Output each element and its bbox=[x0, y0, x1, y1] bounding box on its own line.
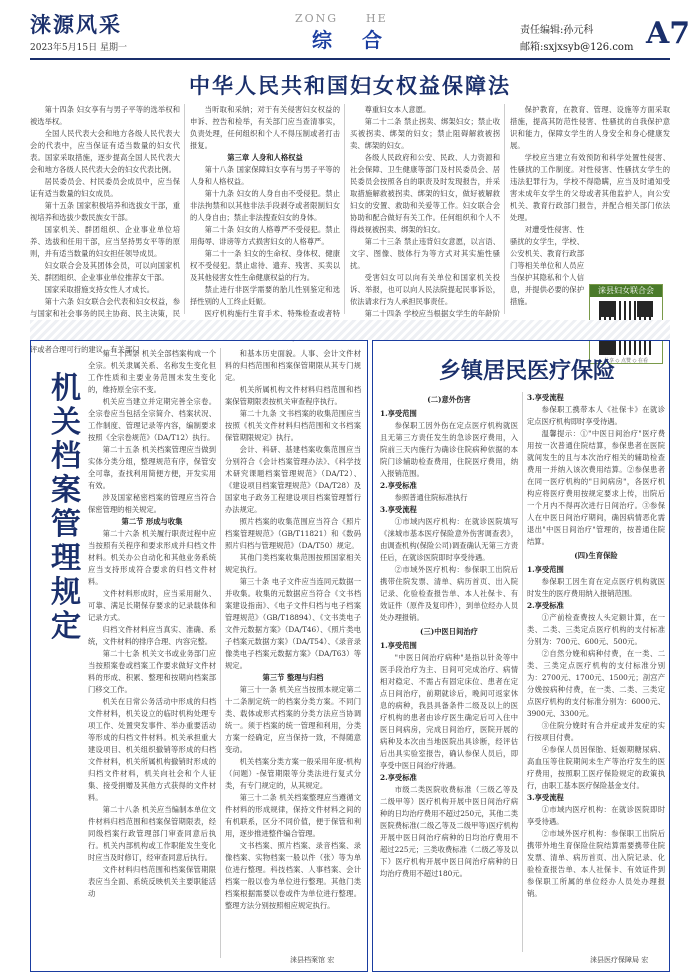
paragraph: 涉及国家秘密档案的管理应当符合保密管理的相关规定。 bbox=[88, 493, 216, 514]
title-char: 档 bbox=[51, 439, 81, 474]
subsection-heading: 1.享受范围 bbox=[380, 409, 417, 418]
article2-footer: 涞县档案馆 宏 bbox=[290, 956, 335, 964]
paragraph: 文书档案、照片档案、录音档案、录像档案、实物档案一般以件（张）等为单位进行整理。科技档案、人事档案、会计档案一般以卷为单位进行整理。其他门类档案根据需要以卷或件为单位进行整理。整理方法分别按照相应规定执行。 bbox=[225, 841, 361, 910]
paragraph: 参照普通住院标准执行 bbox=[394, 493, 468, 502]
paragraph: 评或者合理可行的建议，有关部门 bbox=[30, 345, 140, 354]
article1-col2 bbox=[190, 104, 340, 318]
subsection-heading: (二)意外伤害 bbox=[427, 395, 471, 404]
paragraph: 各级人民政府和公安、民政、人力资源和社会保障、卫生健康等部门及村民委员会、居民委员会按照各自的职责及时发现报告，并采取措施解救被拐卖、绑架的妇女，做好被解救妇女的安置、救助和关爱等工作。妇女联合会协助和配合做好有关工作。任何组织和个人不得歧视被拐卖、绑架的妇女。 bbox=[350, 153, 500, 234]
paragraph: 第十五条 国家积极培养和选拔女干部，重视培养和选拔少数民族女干部。 bbox=[30, 201, 180, 222]
article1-col3 bbox=[350, 104, 500, 318]
paragraph: 第二十六条 机关履行职责过程中应当按照有关程序和要求形成并归档文件材料。机关办公自动化和其他业务系统应当支持形成符合要求的归档文件材料。 bbox=[88, 529, 216, 586]
paragraph: 第二十二条 禁止拐卖、绑架妇女；禁止收买被拐卖、绑架的妇女；禁止阻碍解救被拐卖、绑架的妇女。 bbox=[350, 117, 500, 150]
paragraph: 机关在日常公务活动中形成的归档文件材料，机关设立的临时机构处理专项工作、处置突发事件、举办重要活动等形成的归档文件材料。机关承担重大建设项目、机关组织撤销等形成的归档文件材料，机关所属机构撤销时形成的归档文件材料，机关向社会和个人征集、接受捐赠及其他方式获得的文件材料。 bbox=[88, 697, 216, 802]
paragraph: 居民委员会、村民委员会成员中，应当保证有适当数量的妇女成员。 bbox=[30, 177, 180, 198]
paragraph: 第二十五条 机关档案管理应当做到实体分类分组，整理规范有序，保管安全可靠，查找利用简便方便，开发实用有效。 bbox=[88, 445, 216, 490]
issue-date: 2023年5月15日 星期一 bbox=[30, 43, 127, 53]
subsection-heading: 2.享受标准 bbox=[380, 773, 417, 782]
paragraph: ④参保人员因保胎、妊娠期糖尿病、高血压等住院期间未生产等治疗发生的医疗费用，按照职工医疗保险规定的政策执行，由职工基本医疗保险基金支付。 bbox=[527, 745, 665, 790]
paragraph: 照片档案的收集范围应当符合《照片档案管理规范》（GB/T11821）和《数码照片归档与管理规范》（DA/T50）规定。 bbox=[225, 517, 361, 550]
paragraph: 医疗机构施行生育手术、特殊检查或者特 bbox=[204, 309, 340, 318]
paragraph: 机关应当建立并定期完善全宗卷。全宗卷应当包括全宗简介、档案状况、工作制度、管理记录等内容，编制要求按照《全宗卷规范》（DA/T12）执行。 bbox=[88, 397, 216, 442]
paragraph: ①市域内医疗机构：在就诊医院填写《涞城市基本医疗保险意外伤害调查表》，由调查机构(保险公司)调查确认无第三方责任后，在就诊医院即时享受待遇。 bbox=[380, 517, 518, 562]
paragraph: 和基本历史面貌。人事、会计文件材料的归档范围和档案保管期限从其专门规定。 bbox=[225, 349, 361, 382]
paragraph: 第二十四条 机关全部档案构成一个全宗。机关隶属关系、名称发生变化但工作性质和主要业务范围未发生变化的，维持原全宗不变。 bbox=[88, 349, 216, 394]
subsection-heading: 1.享受范围 bbox=[380, 641, 417, 650]
paragraph: 第二十四条 学校应当根据女学生的年龄阶 bbox=[364, 309, 500, 318]
title-char: 机 bbox=[51, 371, 81, 406]
paragraph: ①市域内医疗机构：在就诊医院即时享受待遇。 bbox=[527, 805, 665, 826]
subsection-heading: 1.享受范围 bbox=[527, 565, 564, 574]
editor-info bbox=[520, 22, 633, 56]
paragraph: 第三十条 电子文件应当连同元数据一并收集。收集的元数据应当符合《文书档案建设指南》、《电子文件归档与电子档案管理规范》（GB/T18894）、《文书类电子文件元数据方案》（DA/T46）、《照片类电子档案元数据方案》（DA/T54）、《录音录像类电子档案元数据方案》（DA/T63）等规定。 bbox=[225, 577, 361, 670]
section-pinyin-left: ZONG bbox=[295, 12, 339, 25]
paragraph: 受害妇女可以向有关单位和国家机关投诉、举报，也可以向人民法院提起民事诉讼，依法请求行为人承担民事责任。 bbox=[350, 273, 500, 306]
editor-email: 邮箱:sxjxsyb@126.com bbox=[520, 42, 634, 53]
subsection-heading: 3.享受流程 bbox=[380, 505, 417, 514]
paragraph: 国家采取措施支持女性人才成长。 bbox=[44, 285, 155, 294]
column-divider bbox=[504, 104, 505, 314]
subsection-heading: (四)生育保险 bbox=[574, 551, 618, 560]
qr-subcaption: 分享 ◇ 点赞 ◇ 在看 bbox=[603, 358, 649, 364]
paragraph: 其他门类档案收集范围按照国家相关规定执行。 bbox=[225, 553, 361, 574]
subsection-heading: 3.享受流程 bbox=[527, 393, 564, 402]
article3-col1 bbox=[380, 392, 518, 952]
paragraph: 参保职工携带本人《社保卡》在就诊定点医疗机构即时享受待遇。 bbox=[527, 405, 665, 426]
subsection-heading: 第二节 形成与收集 bbox=[121, 517, 183, 526]
paragraph: 第二十一条 妇女的生命权、身体权、健康权不受侵犯。禁止虐待、遗弃、残害、买卖以及其他侵害女性生命健康权益的行为。 bbox=[190, 249, 340, 282]
paragraph: 禁止进行非医学需要的胎儿性别鉴定和选择性别的人工终止妊娠。 bbox=[190, 285, 340, 306]
section-band bbox=[30, 320, 670, 340]
article3-title: 乡镇居民医疗保险 bbox=[438, 358, 615, 384]
editor-name: 责任编辑:孙元科 bbox=[520, 25, 594, 36]
article1-title: 中华人民共和国妇女权益保障法 bbox=[189, 73, 511, 98]
subsection-heading: 2.享受标准 bbox=[380, 481, 417, 490]
paragraph: 第二十七条 机关文书或业务部门应当按照案卷或档案工作要求做好文件材料的形成、积累、整理和按期向档案部门移交工作。 bbox=[88, 649, 216, 694]
qr-caption: 涞县妇女联合会 bbox=[590, 285, 662, 297]
paragraph: 第二十三条 禁止违背妇女意愿，以言语、文字、图像、肢体行为等方式对其实施性骚扰。 bbox=[350, 237, 500, 270]
paragraph: 机关档案分类方案一般采用年度-机构（问题）-保管期限等分类法进行复式分类，有专门规定的，从其规定。 bbox=[225, 757, 361, 790]
subsection-heading: 第三节 整理与归档 bbox=[262, 673, 324, 682]
subsection-heading: 2.享受标准 bbox=[527, 601, 564, 610]
paragraph: 第十八条 国家保障妇女享有与男子平等的人身和人格权益。 bbox=[190, 165, 340, 186]
paragraph: 全国人民代表大会和地方各级人民代表大会的代表中，应当保证有适当数量的妇女代表。国家采取措施，逐步提高全国人民代表大会和地方各级人民代表大会的妇女代表比例。 bbox=[30, 129, 180, 174]
article2-title bbox=[46, 372, 86, 644]
title-char: 规 bbox=[51, 575, 81, 610]
article3-col2 bbox=[527, 392, 665, 937]
article2-col2 bbox=[225, 348, 361, 944]
paragraph: 妇女联合会及其团体会员，可以向国家机关、群团组织、企业事业单位推荐女干部。 bbox=[30, 261, 180, 282]
paragraph: ①产前检查费按人头定额计算，在一类、二类、三类定点医疗机构的支付标准分别为：700元、600元、500元。 bbox=[527, 613, 665, 646]
title-char: 理 bbox=[51, 541, 81, 576]
paragraph: 归档文件材料应当真实、准确、系统，文件材料的排序合理、内容完整。 bbox=[88, 625, 216, 646]
paragraph: 第三十一条 机关应当按照本规定第二十二条制定统一的档案分类方案。不同门类、载体或形式档案的分类方法应当协调统一。须于档案的统一管理和利用，分类方案一经确定，应当保持一致，不得随意变动。 bbox=[225, 685, 361, 754]
page-header bbox=[0, 0, 700, 60]
title-char: 管 bbox=[51, 507, 81, 542]
paragraph: 第二十九条 文书档案的收集范围应当按照《机关文件材料归档范围和文书档案保管期限规定》执行。 bbox=[225, 409, 361, 442]
paragraph: 参保职工因外伤在定点医疗机构就医且无第三方责任发生的急诊医疗费用，入院前三天内施行为确诊住院病种依据的本院门诊辅助检查费用，住院医疗费用，纳入报销范围。 bbox=[380, 421, 518, 478]
subsection-heading: 第三章 人身和人格权益 bbox=[227, 153, 303, 162]
paragraph: 文件材料形成时，应当采用耐久、可靠、满足长期保存要求的记录载体和记录方式。 bbox=[88, 589, 216, 622]
paragraph: 第十九条 妇女的人身自由不受侵犯。禁止非法拘禁和以其他非法手段剥夺或者限制妇女的人身自由；禁止非法搜查妇女的身体。 bbox=[190, 189, 340, 222]
paragraph: ③住院分娩时有合并症或并发症的实行按项目付费。 bbox=[527, 721, 665, 742]
column-divider bbox=[184, 104, 185, 314]
paragraph: ②市域外医疗机构：参保职工出院后携带住院发票、清单、病历首页、出入院记录、化验检查报告单、本人社保卡、有效证件（原件及复印件），到单位经办人员处办理报销。 bbox=[380, 565, 518, 622]
paragraph: 第十四条 妇女享有与男子平等的选举权和被选举权。 bbox=[30, 105, 180, 126]
subsection-heading: 3.享受流程 bbox=[527, 793, 564, 802]
paragraph: 温馨提示：①"中医日间治疗"医疗费用按一次普通住院结算，参保患者在医院就间发生的且与本次治疗相关的辅助检查费用一并纳入该次费用结算。②参保患者在同一医疗机构的"日间病房"，各医疗机构应将医疗费用按规定要求上传，出院后一个月内不得再次进行日间治疗。③参保人在中医日间治疗期间，确因病情恶化需退出"中医日间治疗"管理的，按普通住院结算。 bbox=[527, 429, 665, 546]
paragraph: 学校应当建立有效预防和科学处置性侵害、性骚扰的工作制度。对性侵害、性骚扰女学生的违法犯罪行为，学校不得隐瞒，应当及时通知受害未成年女学生的父母或者其他监护人，向公安机关、教育行政部门报告，并配合相关部门依法处理。 bbox=[510, 153, 670, 222]
paragraph: 第二十八条 机关应当编制本单位文件材料归档范围和档案保管期限表，经同级档案行政管理部门审查同意后执行。机关内部机构或工作职能发生变化时应当及时修订，经审查同意后执行。 bbox=[88, 805, 216, 862]
subsection-heading: (三)中医日间治疗 bbox=[420, 627, 478, 636]
page-number: A7 bbox=[646, 16, 691, 51]
title-char: 案 bbox=[51, 473, 81, 508]
paragraph: 当听取和采纳；对于有关侵害妇女权益的申诉、控告和检举，有关部门应当查清事实，负责处理，任何组织和个人不得压制或者打击报复。 bbox=[190, 105, 340, 150]
paragraph: 市级二类医院收费标准（三级乙等及二级甲等）医疗机构开展中医日间治疗病种的日均治疗费用不超过250元，其他二类医院费标准(二级乙等及二级甲等)医疗机构开展中医日间治疗病种的日均治疗费用不超过225元；三类收费标准（二级乙等及以下）医疗机构开展中医日间治疗病种的日均治疗费用不超过180元。 bbox=[380, 785, 518, 878]
title-char: 定 bbox=[51, 609, 81, 644]
masthead: 涞源风采 bbox=[30, 12, 122, 37]
paragraph: 机关所属机构文件材料归档范围和档案保管期限表按机关审查程序执行。 bbox=[225, 385, 361, 406]
paragraph: 保护教育，在教育、管理、设施等方面采取措施，提高其防范性侵害、性骚扰的自我保护意识和能力，保障女学生的人身安全和身心健康发展。 bbox=[510, 105, 670, 150]
paragraph: "中医日间治疗病种"是指以针灸等中医手段治疗为主、日间可完成治疗、病情相对稳定、不需占有固定床位、患者在定点日间治疗，前期就诊后，晚间可返家休息的病种，我县具备条件二级及以上的医疗机构的患者由诊疗医生确定后可入住中医日间病房，完成日间治疗，医院开展的病种及本次由当地医院出具诊断，经评估后出具实验室报告，确认参保人员后，即享受中医日间治疗待遇。 bbox=[380, 653, 518, 770]
paragraph: 参保职工因生育在定点医疗机构就医时发生的医疗费用纳入报销范围。 bbox=[527, 577, 665, 598]
section-pinyin-right: HE bbox=[366, 12, 388, 25]
section-name: 综合 bbox=[312, 28, 412, 52]
article1-col1 bbox=[30, 104, 180, 354]
column-divider bbox=[344, 104, 345, 314]
column-divider bbox=[220, 348, 221, 958]
title-char: 关 bbox=[51, 405, 81, 440]
paragraph: 第三十二条 机关档案整理应当遵循文件材料的形成规律，保持文件材料之间的有机联系，区分不同价值，便于保管和利用，逐步推进整件编合管理。 bbox=[225, 793, 361, 838]
paragraph: 会计、科研、基建档案收集范围应当分别符合《会计档案管理办法》、《科学技术研究课题档案管理规范》（DA/T2）、《建设项目档案管理规范》（DA/T28）及国家电子政务工程建设项目档案管理暂行办法规定。 bbox=[225, 445, 361, 514]
article2-col1 bbox=[88, 348, 216, 958]
paragraph: ②自然分娩和病种付费，在一类、二类、三类定点医疗机构的支付标准分别为：2700元、1700元、1500元；剖宫产分娩按病种付费，在一类、二类、三类定点医疗机构的支付标准分别为：6000元、3900元、3300元。 bbox=[527, 649, 665, 718]
paragraph: 第十六条 妇女联合会代表和妇女权益，参与国家和社会事务的民主协商、民主决策，民 bbox=[30, 297, 180, 318]
article3-footer: 涞县医疗保障局 宏 bbox=[590, 956, 649, 964]
paragraph: 文件材料归档范围和档案保管期限表应当全面、系统反映机关主要职能活动 bbox=[88, 865, 216, 898]
header-rule bbox=[30, 58, 670, 60]
paragraph: 尊重妇女本人意愿。 bbox=[364, 105, 431, 114]
paragraph: ②市域外医疗机构：参保职工出院后携带外地生育保险住院结算需要携带住院发票、清单、病历首页、出入院记录、化验检查报告单、本人社保卡、有效证件到参保职工所属的单位经办人员处办理报销。 bbox=[527, 829, 665, 898]
paragraph: 对遭受性侵害、性骚扰的女学生，学校、公安机关、教育行政部门等相关单位和人员应当保护其隐私和个人信息，并提供必要的保护措施。 bbox=[510, 225, 584, 306]
paragraph: 国家机关、群团组织、企业事业单位培养、选拔和任用干部，应当坚持男女平等的原则，并有适当数量的妇女担任领导成员。 bbox=[30, 225, 180, 258]
paragraph: 第二十条 妇女的人格尊严不受侵犯。禁止用侮辱、诽谤等方式损害妇女的人格尊严。 bbox=[190, 225, 340, 246]
column-divider bbox=[522, 392, 523, 952]
